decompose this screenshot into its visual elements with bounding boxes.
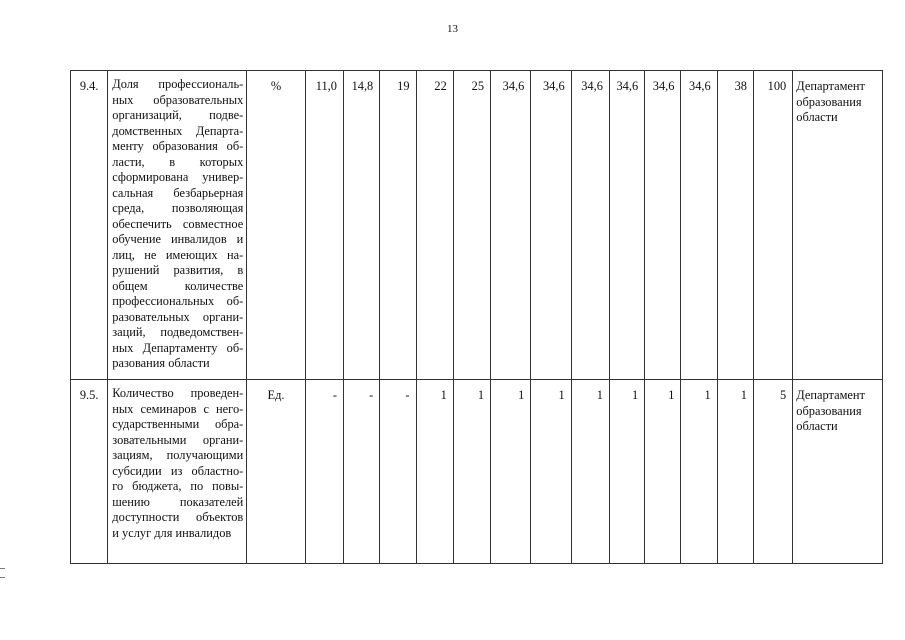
name-line: ных Департаменту об- xyxy=(112,340,244,355)
value-cell: 1 xyxy=(571,380,609,564)
value-cell: 1 xyxy=(416,380,453,564)
name-line: разования области xyxy=(112,356,210,370)
name-line: ных образовательных xyxy=(112,92,244,107)
value-cell: 25 xyxy=(453,71,490,380)
indicator-name xyxy=(108,380,247,564)
name-line: обучение инвалидов и xyxy=(112,232,244,246)
value-cell: 34,6 xyxy=(609,71,644,380)
name-line: ных семинаров с него- xyxy=(112,401,244,416)
table-row xyxy=(71,71,883,380)
name-line: сударственными обра- xyxy=(112,417,244,431)
name-line: зовательными органи- xyxy=(112,432,244,447)
value-cell: 100 xyxy=(753,71,792,380)
value-cell: - xyxy=(380,380,416,564)
value-cell: 34,6 xyxy=(571,71,609,380)
name-line: разовательных органи- xyxy=(112,309,244,324)
value-cell: 1 xyxy=(645,380,681,564)
name-line: заций, подведомствен- xyxy=(112,325,244,339)
unit-cell: % xyxy=(247,71,305,380)
name-line: сальная безбарьерная xyxy=(112,185,244,200)
name-line: ласти, в которых xyxy=(112,154,244,169)
value-cell: 1 xyxy=(491,380,531,564)
name-line: субсидии из областно- xyxy=(112,463,244,478)
name-line: менту образования об- xyxy=(112,139,244,153)
name-line: шению показателей xyxy=(112,494,244,509)
value-cell: 19 xyxy=(380,71,416,380)
value-cell: 1 xyxy=(717,380,753,564)
name-line: зациям, получающими xyxy=(112,448,244,462)
name-line: профессиональных об- xyxy=(112,294,244,308)
margin-mark xyxy=(0,568,5,578)
name-line: доступности объектов xyxy=(112,510,244,524)
value-cell: 1 xyxy=(531,380,571,564)
name-line: сформирована универ- xyxy=(112,170,244,184)
name-line: домственных Департа- xyxy=(112,123,244,138)
value-cell: 22 xyxy=(416,71,453,380)
value-cell: 1 xyxy=(609,380,644,564)
value-cell: 14,8 xyxy=(343,71,379,380)
department-cell: Департамент образования области xyxy=(793,380,883,564)
indicators-table xyxy=(70,70,883,564)
name-line: общем количестве xyxy=(112,278,244,293)
value-cell: 34,6 xyxy=(491,71,531,380)
name-line: го бюджета, по повы- xyxy=(112,479,244,493)
value-cell: 11,0 xyxy=(305,71,343,380)
table-row xyxy=(71,380,883,564)
indicator-name xyxy=(108,71,247,380)
row-number: 9.5. xyxy=(71,380,108,564)
value-cell: 38 xyxy=(717,71,753,380)
row-number: 9.4. xyxy=(71,71,108,380)
name-line: организаций, подве- xyxy=(112,108,244,122)
name-line: рушений развития, в xyxy=(112,263,244,277)
value-cell: 34,6 xyxy=(531,71,571,380)
name-line: обеспечить совместное xyxy=(112,216,244,231)
page-number: 13 xyxy=(447,23,458,35)
value-cell: 1 xyxy=(453,380,490,564)
department-cell: Департамент образования области xyxy=(793,71,883,380)
value-cell: - xyxy=(343,380,379,564)
value-cell: - xyxy=(305,380,343,564)
name-line: Доля профессиональ- xyxy=(112,77,244,91)
unit-cell: Ед. xyxy=(247,380,305,564)
value-cell: 34,6 xyxy=(681,71,717,380)
name-line: Количество проведен- xyxy=(112,386,244,400)
value-cell: 34,6 xyxy=(645,71,681,380)
value-cell: 5 xyxy=(753,380,792,564)
name-line: лиц, не имеющих на- xyxy=(112,247,244,262)
value-cell: 1 xyxy=(681,380,717,564)
name-line: и услуг для инвалидов xyxy=(112,525,232,540)
name-line: среда, позволяющая xyxy=(112,201,244,215)
